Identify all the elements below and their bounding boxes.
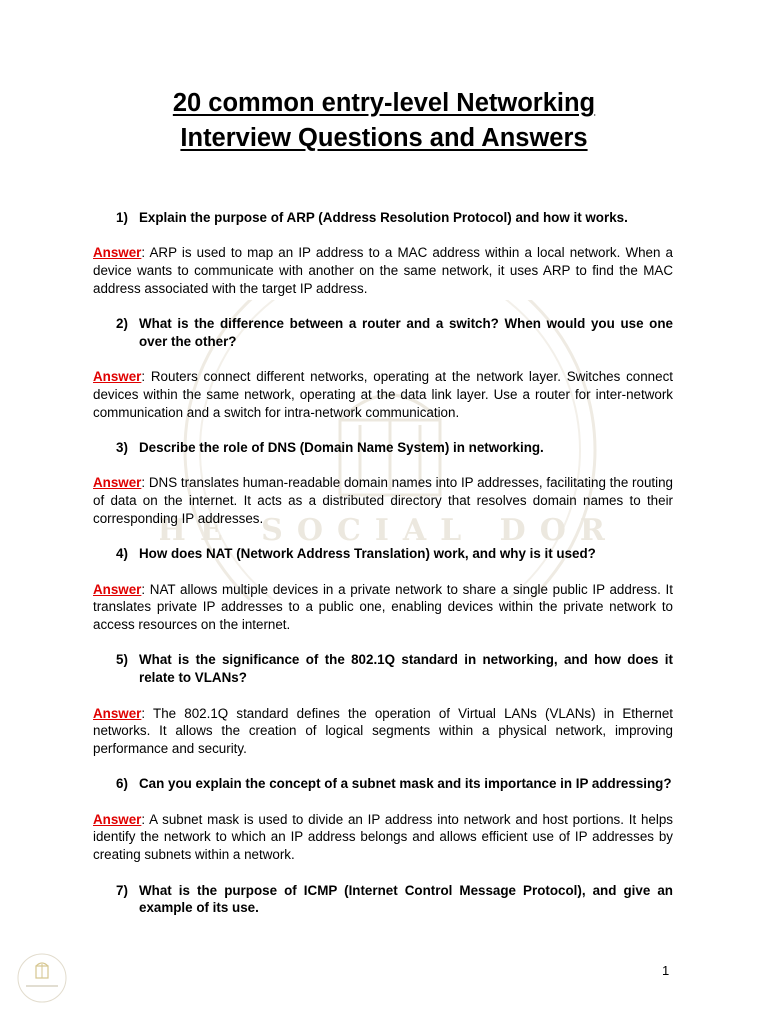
question-1 [116,209,673,227]
question-number: 4) [116,546,128,562]
question-7 [116,882,673,917]
answer-text: : Routers connect different networks, operating at the network layer. Switches connect devices within the same network, operating at the data link layer. Use a router for inter-network communication and a switch for intra-network communication. [93,369,673,420]
answer-4 [93,581,673,634]
question-5 [116,651,673,686]
title-line-2: Interview Questions and Answers [180,124,588,152]
answer-label: Answer [93,581,142,597]
answer-text: : NAT allows multiple devices in a private network to share a single public IP address. It translates private IP addresses to a public one, enabling devices within the private network to access resources on the internet. [93,581,673,633]
question-text: What is the difference between a router and a switch? When would you use one over the other? [139,316,673,349]
question-number: 3) [116,440,128,456]
answer-label: Answer [93,245,142,261]
question-text: How does NAT (Network Address Translation) work, and why is it used? [139,546,596,562]
question-number: 2) [116,316,128,332]
answer-1 [93,244,673,297]
title-line-1: 20 common entry-level Networking [172,89,596,117]
question-text: What is the purpose of ICMP (Internet Control Message Protocol), and give an example of its use. [139,882,673,916]
question-number: 5) [116,652,128,668]
question-text: Describe the role of DNS (Domain Name System) in networking. [139,440,544,456]
answer-2 [93,368,673,421]
question-number: 6) [116,776,128,792]
question-6 [116,775,673,793]
answer-text: : A subnet mask is used to divide an IP address into network and host portions. It helps identify the network to which an IP address belongs and allows efficient use of IP addresses by creating subnets within a network. [93,811,673,863]
page-number: 1 [662,963,670,978]
page-title [120,86,648,156]
question-text: What is the significance of the 802.1Q standard in networking, and how does it relate to VLANs? [139,652,673,686]
question-4 [116,545,673,563]
question-text: Can you explain the concept of a subnet mask and its importance in IP addressing? [139,776,672,792]
answer-3 [93,474,673,527]
answer-text: : DNS translates human-readable domain names into IP addresses, facilitating the routing of data on the internet. It acts as a distributed directory that resolves domain names to their corresponding IP addresses. [93,475,673,526]
answer-label: Answer [93,811,142,827]
question-3 [116,439,673,457]
question-number: 1) [116,210,128,225]
answer-text: : ARP is used to map an IP address to a MAC address within a local network. When a device wants to communicate with another on the same network, it uses ARP to find the MAC address associated with the target IP address. [93,245,673,296]
answer-label: Answer [93,475,142,491]
watermark-text: HE SOCIAL DOR [160,513,619,548]
qa-list [93,209,673,935]
answer-5 [93,705,673,758]
answer-label: Answer [93,705,142,721]
question-2 [116,315,673,350]
question-text: Explain the purpose of ARP (Address Resolution Protocol) and how it works. [139,210,628,225]
answer-text: : The 802.1Q standard defines the operation of Virtual LANs (VLANs) in Ethernet networks. It allows the creation of logical segments within a physical network, improving performance and security. [93,705,673,756]
footer-logo-icon [12,952,72,1004]
answer-label: Answer [93,369,142,385]
question-number: 7) [116,882,128,898]
answer-6 [93,811,673,864]
